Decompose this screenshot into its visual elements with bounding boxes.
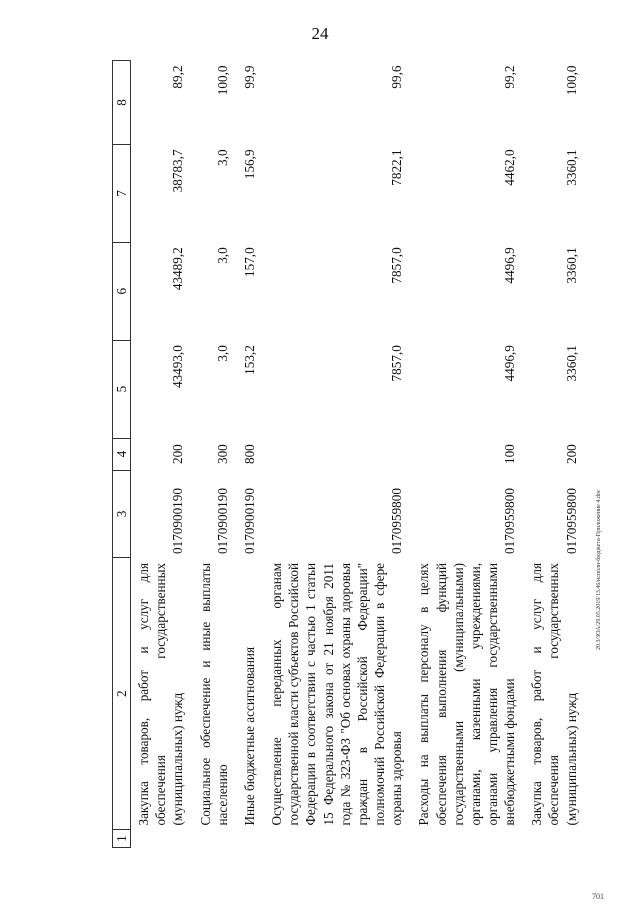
value-col6: 3360,1 xyxy=(563,247,579,284)
target-article-code: 0170959800 xyxy=(502,488,518,554)
value-col7: 156,9 xyxy=(241,149,257,180)
expense-kind-code: 800 xyxy=(241,444,257,465)
empty-cell xyxy=(411,830,524,848)
value-col6: 43489,2 xyxy=(170,247,186,291)
column-number: 7 xyxy=(113,144,131,242)
value-col6: 157,0 xyxy=(241,247,257,277)
rotated-table-wrapper xyxy=(112,60,600,848)
value-col8: 89,2 xyxy=(170,65,186,89)
value-col5: 43493,0 xyxy=(170,345,186,389)
column-number: 3 xyxy=(113,470,131,558)
value-col6: 4496,9 xyxy=(502,247,518,284)
budget-table xyxy=(112,60,586,848)
target-article-code: 0170900190 xyxy=(170,488,186,554)
value-col5: 4496,9 xyxy=(502,345,518,382)
file-path-note: 20.3/ЗОА/29.05.2019/13.46/исполн-бюджета-Приложение 4.doc xyxy=(596,489,602,650)
expense-kind-code: 100 xyxy=(502,444,518,465)
column-number: 5 xyxy=(113,340,131,438)
expense-description: Иные бюджетные ассигнования xyxy=(241,646,257,826)
column-number: 4 xyxy=(113,438,131,470)
empty-cell xyxy=(131,830,193,848)
column-number: 8 xyxy=(113,61,131,145)
table-row xyxy=(193,61,237,848)
value-col7: 3360,1 xyxy=(563,149,579,186)
value-col7: 7822,1 xyxy=(389,149,405,186)
expense-kind-code: 300 xyxy=(214,444,230,465)
value-col7: 4462,0 xyxy=(502,149,518,186)
expense-kind-code xyxy=(264,438,411,470)
table-row xyxy=(411,61,524,848)
value-col8: 99,6 xyxy=(389,65,405,89)
value-col5: 153,2 xyxy=(241,345,257,375)
value-col5: 7857,0 xyxy=(389,345,405,382)
target-article-code: 0170900190 xyxy=(241,488,257,554)
value-col6: 7857,0 xyxy=(389,247,405,284)
value-col5: 3,0 xyxy=(214,345,230,362)
column-number-row xyxy=(113,61,131,848)
expense-kind-code: 200 xyxy=(170,444,186,465)
column-number: 1 xyxy=(113,830,131,848)
expense-description: Закупка товаров, работ и услуг для обеспечения государственных (муниципальных) нужд xyxy=(529,562,579,826)
value-col8: 100,0 xyxy=(563,65,579,96)
value-col7: 38783,7 xyxy=(170,149,186,193)
table-row xyxy=(131,61,193,848)
corner-page-mark: 701 xyxy=(592,892,604,901)
empty-cell xyxy=(237,830,264,848)
table-row xyxy=(237,61,264,848)
value-col7: 3,0 xyxy=(214,149,230,166)
column-number: 2 xyxy=(113,558,131,830)
target-article-code: 0170959800 xyxy=(563,488,579,554)
column-number: 6 xyxy=(113,242,131,340)
value-col5: 3360,1 xyxy=(563,345,579,382)
target-article-code: 0170900190 xyxy=(214,488,230,554)
value-col8: 100,0 xyxy=(214,65,230,96)
table-row xyxy=(524,61,585,848)
page-number: 24 xyxy=(311,24,329,43)
value-col8: 99,9 xyxy=(241,65,257,89)
empty-cell xyxy=(524,830,585,848)
expense-description: Расходы на выплаты персоналу в целях обеспечения выполнения функций государственными (муниципальными) органами, казенными учреждениями, органами управления государственными внебюджетными фондами xyxy=(416,562,518,826)
expense-description: Закупка товаров, работ и услуг для обеспечения государственных (муниципальных) нужд xyxy=(136,562,186,826)
empty-cell xyxy=(193,830,237,848)
value-col8: 99,2 xyxy=(502,65,518,89)
target-article-code: 0170959800 xyxy=(389,488,405,554)
expense-kind-code: 200 xyxy=(563,444,579,465)
expense-description: Социальное обеспечение и иные выплаты населению xyxy=(197,562,230,826)
table-row xyxy=(264,61,411,848)
empty-cell xyxy=(264,830,411,848)
value-col6: 3,0 xyxy=(214,247,230,264)
expense-description: Осуществление переданных органам государственной власти субъектов Российской Федерации в соответствии с частью 1 статьи 15 Федерального закона от 21 ноября 2011 года № 323-ФЗ "Об основах охраны здоровья граждан в Российской Федерации" полномочий Российской Федерации в сфере охраны здоровья xyxy=(269,562,405,826)
